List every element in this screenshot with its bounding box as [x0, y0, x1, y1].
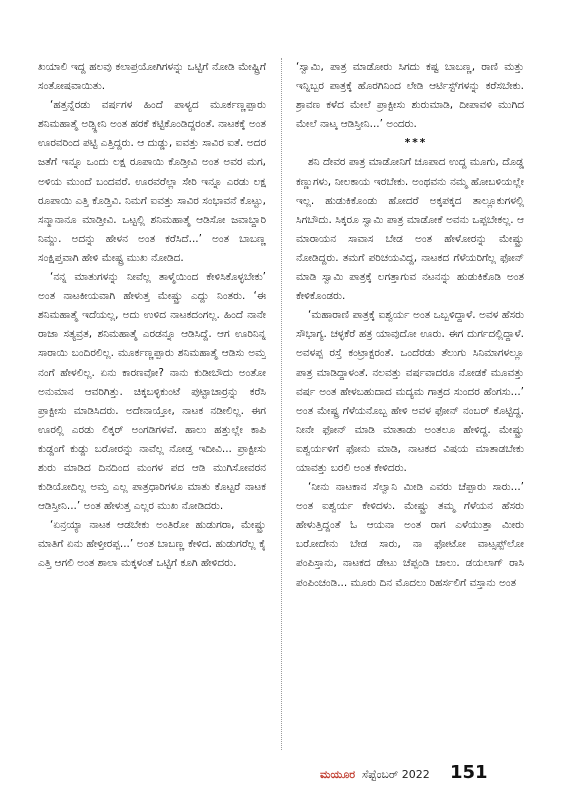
- page-number: 151: [450, 762, 488, 783]
- paragraph: ಶನಿ ದೇವರ ಪಾತ್ರ ಮಾಡೋನಿಗೆ ಚೂಪಾದ ಉದ್ದ ಮೂಗು, ದೊಡ್ಡ ಕಣ್ಣುಗಳು, ನೀಲಕಾಯ ಇರಬೇಕು. ಅಂಥವನು ನಮ್ಮ ಹೋಬಳಿಯಲ್ಲೇ ಇಲ್ಲ. ಹುಡುಕಿಕೊಂಡು ಹೋದರೆ ಅಕ್ಕಪಕ್ಕದ ತಾಲ್ಲೂಕುಗಳಲ್ಲಿ ಸಿಗಬೌದು. ಸಿಕ್ಕರೂ ಸ್ವಾಮಿ ಪಾತ್ರ ಮಾಡೋಕೆ ಅವನು ಒಪ್ಪಬೇಕಲ್ಲ. ಆ ಮಾರಾಯನ ಸಾವಾಸ ಬೇಡ ಅಂತ ಹೇಳೋರನ್ನು ಮೇಷ್ಟ್ರು ನೋಡಿದ್ದರು. ತಮಗೆ ಪರಿಚಯವಿದ್ದ, ನಾಟಕದ ಗೆಳೆಯರಿಗೆಲ್ಲ ಫೋನ್ ಮಾಡಿ ಸ್ವಾಮಿ ಪಾತ್ರಕ್ಕೆ ಲಗತ್ತಾಗುವ ನಟನನ್ನು ಹುಡುಕಿಕೊಡಿ ಅಂತ ಕೇಳಿಕೊಂಡರು.: [296, 156, 524, 303]
- left-column: [38, 58, 266, 748]
- paragraph: ‘ನೀನು ನಾಟಕಾನ ಸೆಲ್ವಾನಿ ಮೀಡಿ ಎವರು ಚೆಪ್ಪಾರು ಸಾರು...’ ಅಂತ ಐಶ್ವರ್ಯ ಕೇಳಿದಳು. ಮೇಷ್ಟ್ರು ತಮ್ಮ ಗೆಳೆಯನ ಹೆಸರು ಹೇಳುತ್ತಿದ್ದಂತೆ ಓ ಆಯನಾ ಅಂತ ರಾಗ ಎಳೆಯುತ್ತಾ ಮೀರು ಬರೋದೇನು ಬೇಡ ಸಾರು, ನಾ ಫೋಟೋ ವಾಟ್ಸಪ್ಪ್‌ಲೋ ಪಂಪಿಸ್ತಾನು, ನಾಟಕದ ಡೇಟು ಚೆಪ್ಪಂಡಿ ಚಾಲು. ಡಯಲಾಗ್ ರಾಸಿ ಪಂಪಿಂಚಂಡಿ... ಮೂರು ದಿನ ಮೊದಲು ರಿಹರ್ಸಲಿಗೆ ವಸ್ತಾನು ಅಂತ: [296, 481, 524, 589]
- paragraph: ಖಯಾಲಿ ಇದ್ದ ಹಲವು ಕಲಾಪ್ರಯೋಗಿಗಳನ್ನು ಒಟ್ಟಿಗೆ ನೋಡಿ ಮೇಷ್ಟ್ರಿಗೆ ಸಂತೋಷವಾಯಿತು.: [38, 61, 266, 93]
- paragraph: ‘ಹತ್ತನ್ನೆರಡು ವರ್ಷಗಳ ಹಿಂದೆ ಪಾಳ್ಯದ ಮೂರ್ಕಣ್ಣಪ್ಪಾರು ಶನಿಮಹಾತ್ಮೆ ಅಡ್ಸ್ದೀನಿ ಅಂತ ಹರಕೆ ಕಟ್ಟಿಕೊಂಡಿದ್ದರಂತೆ. ನಾಟಕಕ್ಕೆ ಅಂತ ಊರವರಿಂದ ಪಟ್ಟಿ ಎತ್ತಿದ್ದರು. ಆ ದುಡ್ಡು, ಐವತ್ತು ಸಾವಿರ ಐತೆ. ಅದರ ಜತೆಗೆ ಇನ್ನೂ ಒಂದು ಲಕ್ಷ ರೂಪಾಯಿ ಕೊಡ್ತೀವಿ ಅಂತ ಅವರ ಮಗ, ಅಳಿಯ ಮುಂದೆ ಬಂದವರೆ. ಊರವರೆಲ್ಲಾ ಸೇರಿ ಇನ್ನೂ ಎರಡು ಲಕ್ಷ ರೂಪಾಯಿ ಎತ್ತಿ ಕೊಡ್ತಿವಿ. ನಿಮಗೆ ಐವತ್ತು ಸಾವಿರ ಸಂಭಾವನೆ ಕೊಟ್ಟು, ಸನ್ಮಾನಾನೂ ಮಾಡ್ತೀವಿ. ಒಟ್ಟಲ್ಲಿ ಶನಿಮಹಾತ್ಮೆ ಆಡಿಸೋ ಜವಾಬ್ದಾರಿ ನಿಮ್ದು. ಅದನ್ನು ಹೇಳನ ಅಂತ ಕರೆಸಿದೆ...’ ಅಂತ ಬಾಬಣ್ಣ ಸಂಕ್ಷಿಪ್ತವಾಗಿ ಹೇಳಿ ಮೇಷ್ಟ್ರ ಮುಖ ನೋಡಿದ.: [38, 99, 266, 264]
- paragraph: ‘ನನ್ನ ಮಾತುಗಳನ್ನು ನೀವೆಲ್ಲ ತಾಳ್ಮೆಯಿಂದ ಕೇಳಿಸಿಕೊಳ್ಳಬೇಕು’ ಅಂತ ನಾಟಕೀಯವಾಗಿ ಹೇಳುತ್ತ ಮೇಷ್ಟ್ರು ಎದ್ದು ನಿಂತರು. ‘ಈ ಶನಿಮಹಾತ್ಮೆ ಇದೆಯಲ್ಲ, ಅದು ಉಳಿದ ನಾಟಕದಂಗಲ್ಲ. ಹಿಂದೆ ನಾನೇ ರಾಜಾ ಸತ್ಯವ್ರತ, ಶನಿಮಹಾತ್ಮೆ ಎರಡನ್ನೂ ಆಡಿಸಿದ್ದೆ. ಆಗ ಊರಿನಿನ್ನ ಸಾರಾಯಿ ಬಂದಿರಲಿಲ್ಲ. ಮೂರ್ಕಣ್ಣಪ್ಪಾರು ಶನಿಮಹಾತ್ಮೆ ಆಡಿಸು ಅಮ್ತ ನಂಗೆ ಹೇಳಲಿಲ್ಲ. ಏನು ಕಾರಣವೋ? ನಾನು ಕುಡೀಬೌದು ಅಂತೋ ಅನುಮಾನ ಆವರಿಗಿತ್ತು. ಚಿಕ್ಕಬಳ್ಳಿಕುಂಟೆ ಪುಟ್ಟಾಚಾರ್ರನ್ನು ಕರೆಸಿ ಪ್ರಾಕ್ಟೀಸು ಮಾಡಿಸಿದರು. ಅದೇನಾಯ್ತೋ, ನಾಟಕ ನಡೀಲಿಲ್ಲ. ಈಗ ಊರಲ್ಲಿ ಎರಡು ಲಿಕ್ಕರ್ ಅಂಗಡಿಗಳವೆ. ಹಾಲು ಹತ್ತುಲ್ಲೇ ಕಾಪಿ ಕುಡ್ದಂಗೆ ಕುಡ್ದು ಬರೋರನ್ನು ನಾವೆಲ್ಲ ನೋಡ್ತ ಇದೀವಿ... ಪ್ರಾಕ್ಟೀಸು ಶುರು ಮಾಡಿದ ದಿನದಿಂದ ಮಂಗಳ ಪದ ಆಡಿ ಮುಗಿಸೋವರನ ಕುಡಿಯೋದಿಲ್ಲ ಅಮ್ತ ಎಲ್ಲ ಪಾತ್ರಧಾರಿಗಳೂ ಮಾತು ಕೊಟ್ಟರೆ ನಾಟಕ ಆಡಿಸ್ತೀನಿ...’ ಅಂತ ಹೇಳುತ್ತ ಎಲ್ಲರ ಮುಖ ನೋಡಿದರು.: [38, 271, 266, 513]
- page-footer: [0, 762, 562, 786]
- right-column: [296, 58, 524, 748]
- issue-month: ಸೆಪ್ಟೆಂಬರ್ 2022: [362, 768, 430, 781]
- article-body: [38, 58, 524, 758]
- paragraph: ‘ಮಹಾರಾಣಿ ಪಾತ್ರಕ್ಕೆ ಐಶ್ವರ್ಯ ಅಂತ ಒಬ್ಬಳಿದ್ದಾಳೆ. ಅವಳ ಹೆಸರು ಸೌಭಾಗ್ಯ. ಚಳ್ಳಕೆರೆ ಹತ್ರ ಯಾವುದೋ ಊರು. ಈಗ ದುರ್ಗದಲ್ಲಿದ್ದಾಳೆ. ಅವಳಪ್ಪ ರಸ್ತೆ ಕಂಟ್ರಾಕ್ಟರಂತೆ. ಒಂದೆರಡು ತೆಲುಗು ಸಿನಿಮಾಗಳಲ್ಲೂ ಪಾತ್ರ ಮಾಡಿದ್ದಾಳಂತೆ. ನಲವತ್ತು ವರ್ಷವಾದರೂ ನೋಡಕೆ ಮೂವತ್ತು ವರ್ಷ ಅಂತ ಹೇಳಬಹುದಾದ ಮದ್ಯಮ ಗಾತ್ರದ ಸುಂದರ ಹೆಂಗಸು...’ ಅಂತ ಮೇಷ್ಟ್ರ ಗೆಳೆಯನೊಬ್ಬ ಹೇಳಿ ಅವಳ ಫೋನ್ ನಂಬರ್ ಕೊಟ್ಟಿದ್ದ. ನೀನೇ ಫೋನ್ ಮಾಡಿ ಮಾತಾಡು ಅಂತಲೂ ಹೇಳಿದ್ದ. ಮೇಷ್ಟ್ರು ಐಶ್ವರ್ಯಳಿಗೆ ಫೋನು ಮಾಡಿ, ನಾಟಕದ ವಿಷಯ ಮಾತಾಡಬೇಕು ಯಾವತ್ತು ಬರಲಿ ಅಂತ ಕೇಳಿದರು.: [296, 309, 524, 474]
- paragraph: ‘ಏನ್ರಯ್ಯಾ ನಾಟಕ ಆಡಬೇಕು ಅಂತಿರೋ ಹುಡುಗರಾ, ಮೇಷ್ಟ್ರು ಮಾತಿಗೆ ಏನು ಹೇಳ್ತೀರಪ್ಪ...’ ಅಂತ ಬಾಬಣ್ಣ ಕೇಳಿದ. ಹುಡುಗರೆಲ್ಲ ಕೈ ಎತ್ತಿ ಆಗಲಿ ಅಂತ ಶಾಲಾ ಮಕ್ಕಳಂತೆ ಒಟ್ಟಿಗೆ ಕೂಗಿ ಹೇಳಿದರು.: [38, 519, 266, 570]
- magazine-brand: ಮಯೂರ: [320, 768, 356, 781]
- section-separator: ***: [404, 137, 428, 150]
- paragraph: ‘ಸ್ವಾಮಿ, ಪಾತ್ರ ಮಾಡೋರು ಸಿಗದು ಕಷ್ಟ ಬಾಬಣ್ಣ, ರಾಣಿ ಮತ್ತು ಇನ್ನಿಬ್ಬರ ಪಾತ್ರಕ್ಕೆ ಹೊರಗಿನಿಂದ ಲೇಡಿ ಆರ್ಟಿಸ್ಟ್‌ಗಳನ್ನು ಕರೆಸಬೇಕು. ಶ್ರಾವಣ ಕಳೆದ ಮೇಲೆ ಪ್ರಾಕ್ಟೀಸು ಶುರುಮಾಡಿ, ದೀಪಾವಳಿ ಮುಗಿದ ಮೇಲೆ ನಾಟ್ಕ ಆಡಿಸ್ತೀನಿ...’ ಅಂದರು.: [296, 61, 524, 131]
- column-divider: [281, 58, 282, 750]
